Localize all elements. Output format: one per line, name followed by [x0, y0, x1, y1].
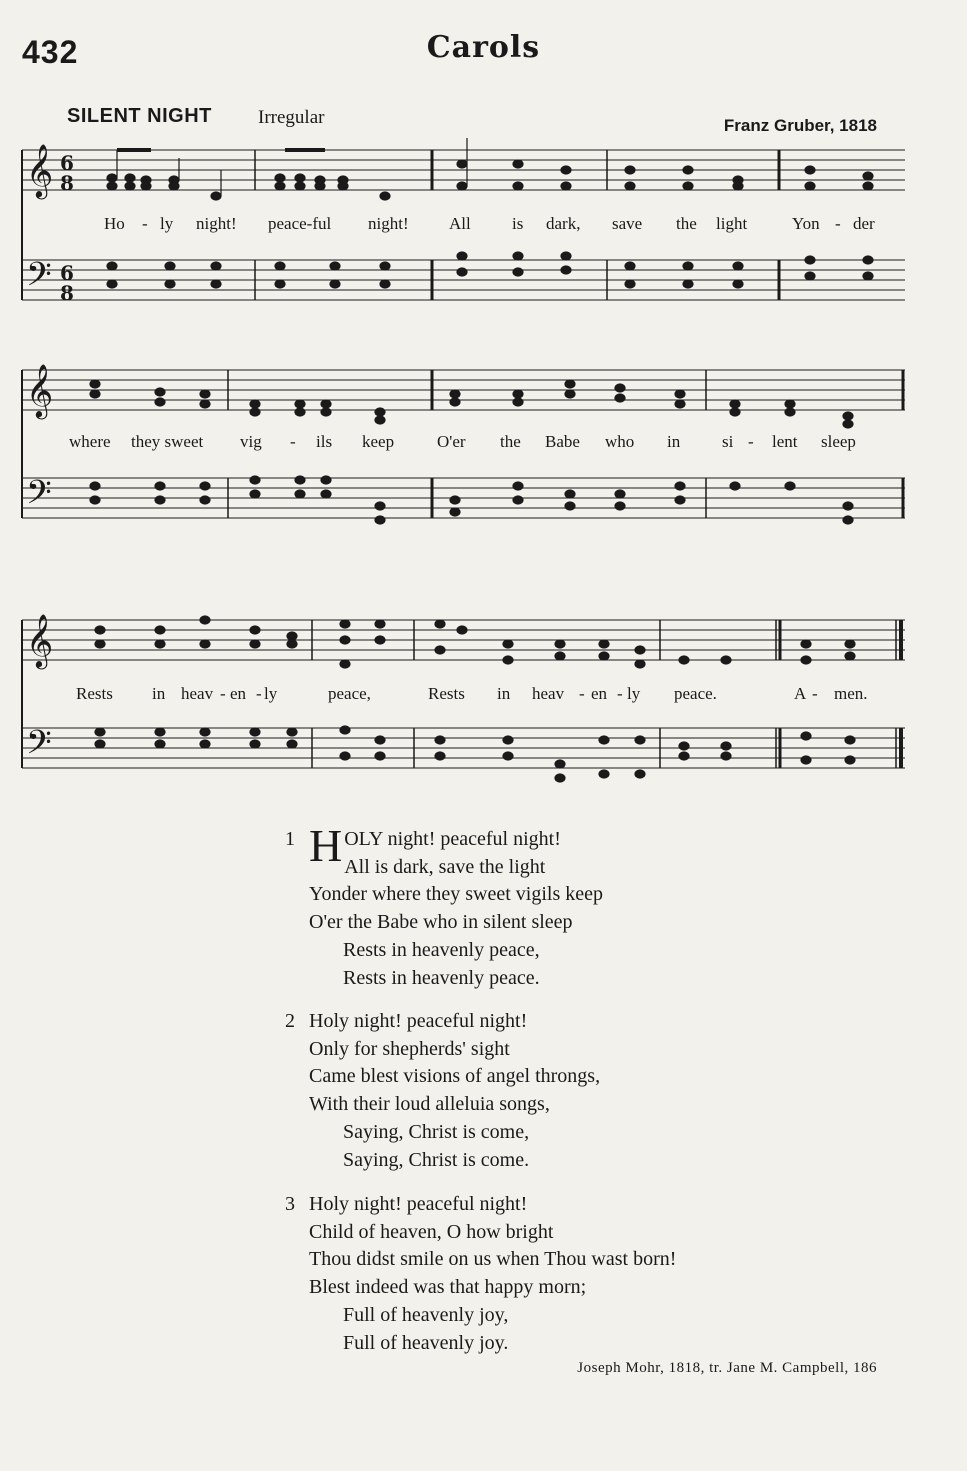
lyric-syllable: der: [853, 214, 875, 233]
lyric-syllable: the: [676, 214, 697, 233]
lyric-syllable: peace,: [328, 684, 371, 703]
lyric-syllable: -: [256, 684, 262, 703]
verse-line: Yonder where they sweet vigils keep: [309, 883, 604, 906]
verse-line: Child of heaven, O how bright: [309, 1220, 554, 1243]
page-number: 432: [22, 34, 79, 70]
lyric-syllable: men.: [834, 684, 868, 703]
lyric-syllable: si: [722, 432, 734, 451]
lyric-syllable: the: [500, 432, 521, 451]
bass-clef-icon: 𝄢: [26, 256, 52, 302]
lyric-syllable: -: [290, 432, 296, 451]
lyric-syllable: -: [617, 684, 623, 703]
notes-system-2: [90, 380, 853, 524]
lyric-syllable: -: [579, 684, 585, 703]
lyric-syllable: ly: [160, 214, 174, 233]
verse-line: OLY night! peaceful night!: [344, 828, 561, 850]
lyric-syllable: light: [716, 214, 748, 233]
verse-line: Rests in heavenly peace.: [343, 966, 540, 989]
lyric-syllable: -: [142, 214, 148, 233]
verse-line: Full of heavenly joy.: [343, 1331, 509, 1354]
verse-3: [285, 1191, 676, 1357]
section-title: Carols: [426, 30, 541, 65]
meter: Irregular: [258, 107, 325, 128]
lyric-syllable: is: [512, 214, 524, 233]
lyric-syllable: -: [835, 214, 841, 233]
lyric-syllable: night!: [196, 214, 237, 233]
lyric-syllable: Ho: [104, 214, 125, 233]
lyric-syllable: save: [612, 214, 643, 233]
lyric-syllable: -: [748, 432, 754, 451]
treble-clef-icon: 𝄞: [26, 363, 54, 417]
verse-line: Rests in heavenly peace,: [343, 938, 540, 961]
lyric-syllable: ly: [264, 684, 278, 703]
lyric-syllable: Babe: [545, 432, 580, 451]
lyric-syllable: All: [449, 214, 471, 233]
lyric-syllable: vig: [240, 432, 262, 451]
dropcap: H: [309, 820, 343, 871]
svg-text:6: 6: [60, 151, 74, 175]
verse-2: [285, 1008, 600, 1174]
lyric-syllable: sleep: [821, 432, 856, 451]
lyric-syllable: Yon: [792, 214, 820, 233]
staff-bass-1: [22, 260, 905, 300]
verse-line: With their loud alleluia songs,: [309, 1093, 550, 1116]
staff-treble-2: [22, 370, 905, 410]
attribution: Joseph Mohr, 1818, tr. Jane M. Campbell, 186: [577, 1360, 877, 1376]
verse-line: Came blest visions of angel throngs,: [309, 1065, 601, 1088]
treble-clef-icon: 𝄞: [26, 613, 54, 667]
bass-clef-icon: 𝄢: [26, 724, 52, 770]
composer: Franz Gruber, 1818: [723, 116, 877, 135]
lyric-syllable: ly: [627, 684, 641, 703]
verse-line: Only for shepherds' sight: [309, 1037, 510, 1060]
treble-clef-icon: 𝄞: [26, 143, 54, 197]
lyric-syllable: O'er: [437, 432, 466, 451]
lyric-syllable: where: [69, 432, 111, 451]
svg-text:6: 6: [60, 261, 74, 285]
tune-name: SILENT NIGHT: [67, 105, 212, 127]
lyric-syllable: in: [152, 684, 166, 703]
lyric-syllable: en: [230, 684, 247, 703]
verse-1: [285, 820, 604, 992]
verse-line: Holy night! peaceful night!: [309, 1010, 528, 1032]
svg-text:8: 8: [60, 171, 74, 195]
lyric-syllable: lent: [772, 432, 798, 451]
verse-line: All is dark, save the light: [344, 855, 546, 878]
lyric-syllable: keep: [362, 432, 395, 451]
lyric-syllable: ils: [316, 432, 333, 451]
lyric-syllable: in: [497, 684, 511, 703]
verse-number: 2: [285, 1010, 295, 1032]
verse-line: Blest indeed was that happy morn;: [309, 1276, 587, 1299]
verse-number: 3: [285, 1193, 295, 1215]
verse-line: Saying, Christ is come.: [343, 1148, 530, 1171]
lyric-syllable: peace.: [674, 684, 717, 703]
lyric-syllable: A: [794, 684, 807, 703]
lyric-syllable: night!: [368, 214, 409, 233]
staff-bass-2: [22, 478, 905, 518]
bass-clef-icon: 𝄢: [26, 474, 52, 520]
lyric-syllable: heav: [532, 684, 565, 703]
lyric-syllable: they sweet: [131, 432, 204, 451]
verse-line: Thou didst smile on us when Thou wast born!: [309, 1248, 677, 1271]
lyric-syllable: heav: [181, 684, 214, 703]
lyric-syllable: who: [605, 432, 635, 451]
lyric-syllable: -: [812, 684, 818, 703]
verse-line: O'er the Babe who in silent sleep: [309, 911, 573, 934]
staff-bass-3: [22, 728, 905, 768]
verse-number: 1: [285, 828, 295, 850]
lyric-syllable: dark,: [546, 214, 581, 233]
lyric-syllable: peace-ful: [268, 214, 332, 233]
verse-line: Saying, Christ is come,: [343, 1120, 530, 1143]
verse-line: Holy night! peaceful night!: [309, 1193, 528, 1215]
lyric-syllable: en: [591, 684, 608, 703]
lyric-syllable: in: [667, 432, 681, 451]
verse-line: Full of heavenly joy,: [343, 1303, 509, 1326]
svg-text:8: 8: [60, 281, 74, 305]
lyric-syllable: Rests: [428, 684, 465, 703]
lyric-syllable: -: [220, 684, 226, 703]
lyric-syllable: Rests: [76, 684, 113, 703]
